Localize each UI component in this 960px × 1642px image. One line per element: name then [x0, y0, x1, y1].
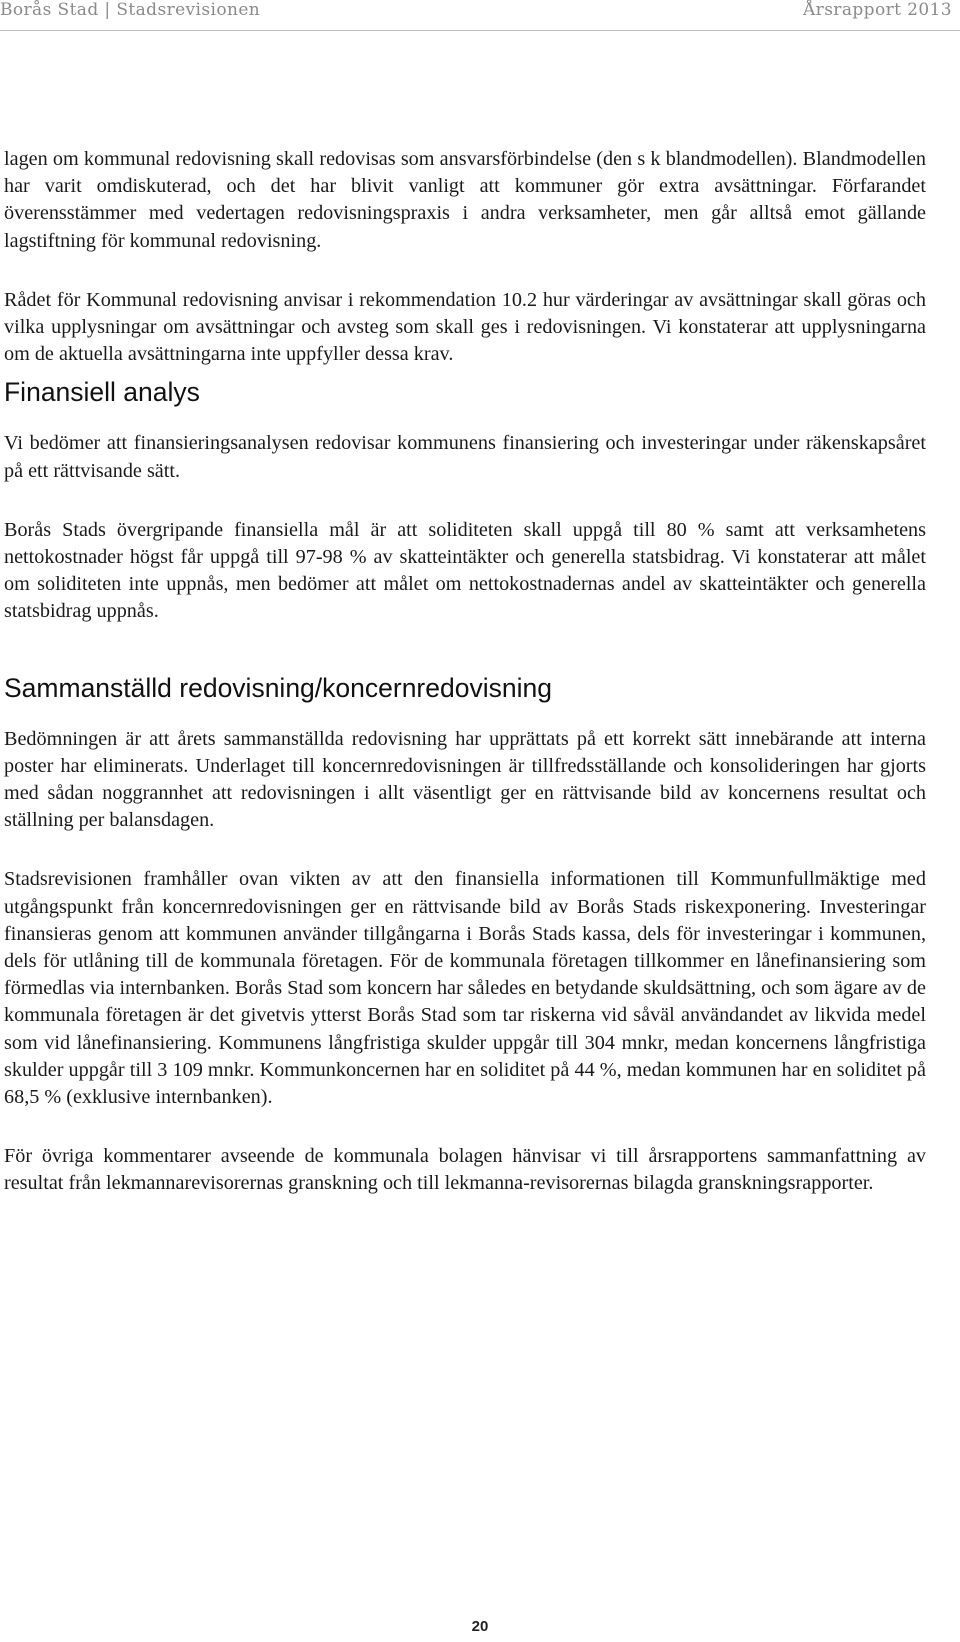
paragraph-recommendation: Rådet för Kommunal redovisning anvisar i rekommendation 10.2 hur värderingar av avsättningar skall göras och vilka upplysningar om avsättningar och avsteg som skall ges i redovisningen. Vi konstaterar att upplysningarna om de aktuella avsättningarna inte uppfyller dessa krav.: [4, 288, 926, 366]
paragraph-financial-goals: Borås Stads övergripande finansiella mål är att soliditeten skall uppgå till 80 % samt att verksamhetens nettokostnader högst får uppgå till 97-98 % av skatteintäkter och generella statsbidrag. Vi konstaterar att målet om soliditeten inte uppnås, men bedömer att målet om nettokostnadernas andel av skatteintäkter och generella statsbidrag uppnås.: [4, 518, 926, 623]
paragraph-company-comments: För övriga kommentarer avseende de kommunala bolagen hänvisar vi till årsrapportens sammanfattning av resultat från lekmannarevisorernas granskning och till lekmanna-revisorernas bilagda granskningsrapporter.: [4, 1145, 926, 1195]
paragraph-provisions-continued: lagen om kommunal redovisning skall redovisas som ansvarsförbindelse (den s k blandmodellen). Blandmodellen har varit omdiskuterad, och det har blivit vanligt att kommuner gör extra avsättningar. Förfarandet överensstämmer med vedertagen redovisningspraxis i andra verksamheter, men går alltså emot gällande lagstiftning för kommunal redovisning.: [4, 148, 926, 252]
header-org-title: Borås Stad | Stadsrevisionen: [0, 0, 261, 20]
running-header: [0, 0, 960, 28]
header-divider: [0, 30, 960, 31]
page-body: [4, 146, 926, 1230]
paragraph-financing-analysis: Vi bedömer att finansieringsanalysen redovisar kommunens finansiering och investeringar under räkenskapsåret på ett rättvisande sätt.: [4, 432, 926, 482]
section-heading-financial-analysis: Finansiell analys: [4, 377, 200, 408]
paragraph-consolidated-assessment: Bedömningen är att årets sammanställda redovisning har upprättats på ett korrekt sätt innebärande att interna poster har eliminerats. Underlaget till koncernredovisningen är tillfredsställande och konsolideringen har gjorts med sådan noggrannhet att redovisningen i allt väsentligt ger en rättvisande bild av koncernens resultat och ställning per balansdagen.: [4, 727, 926, 832]
header-report-title: Årsrapport 2013: [802, 0, 952, 20]
section-heading-consolidated-accounts: Sammanställd redovisning/koncernredovisning: [4, 672, 552, 703]
paragraph-risk-exposure: Stadsrevisionen framhåller ovan vikten av att den finansiella informationen till Kommunfullmäktige med utgångspunkt från koncernredovisningen ger en rättvisande bild av Borås Stads riskexponering. Investeringar finansieras genom att kommunen använder tillgångarna i Borås Stads kassa, dels för investeringar i kommunen, dels för utlåning till de kommunala företagen. För de kommunala företagen tillkommer en lånefinansiering som förmedlas via internbanken. Borås Stad som koncern har således en betydande skuldsättning, och som ägare av de kommunala företagen är det givetvis ytterst Borås Stad som tar riskerna vid såväl användandet av likvida medel som vid lånefinansiering. Kommunens långfristiga skulder uppgår till 304 mnkr, medan koncernens långfristiga skulder uppgår till 3 109 mnkr. Kommunkoncernen har en soliditet på 44 %, medan kommunen har en soliditet på 68,5 % (exklusive internbanken).: [4, 868, 926, 1109]
page-number: 20: [471, 1618, 489, 1635]
